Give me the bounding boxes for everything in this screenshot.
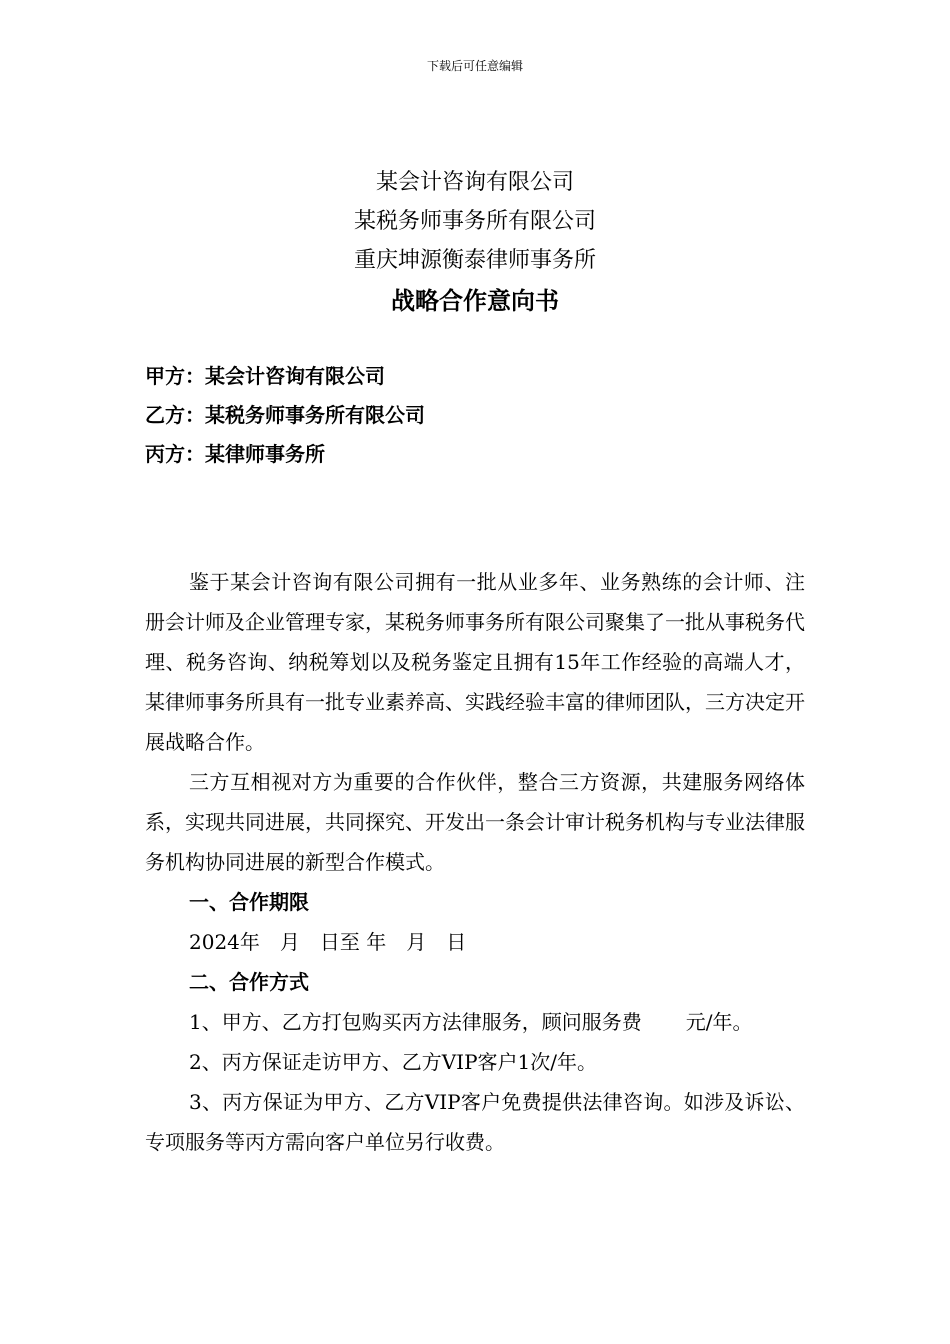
partnership-paragraph: 三方互相视对方为重要的合作伙伴，整合三方资源，共建服务网络体系，实现共同进展，共同探究、开发出一条会计审计税务机构与专业法律服务机构协同进展的新型合作模式。 [145, 770, 805, 874]
header-note: 下载后可任意编辑 [426, 59, 523, 73]
method-item-1 [145, 1002, 805, 1042]
section-method-heading: 二、合作方式 [189, 970, 309, 994]
company-line-accounting: 某会计咨询有限公司 [375, 170, 574, 195]
method-item-1-unit: 元/年。 [685, 1010, 753, 1034]
company-line-tax: 某税务师事务所有限公司 [353, 209, 596, 234]
method-item-3: 3、丙方保证为甲方、乙方VIP客户免费提供法律咨询。如涉及诉讼、专项服务等丙方需向客户单位另行收费。 [145, 1090, 805, 1154]
method-item-2: 2、丙方保证走访甲方、乙方VIP客户1次/年。 [189, 1050, 597, 1074]
method-item-1-text: 1、甲方、乙方打包购买丙方法律服务，顾问服务费 [189, 1010, 642, 1034]
party-c: 丙方：某律师事务所 [145, 442, 325, 466]
party-b: 乙方：某税务师事务所有限公司 [145, 403, 425, 427]
section-term-heading: 一、合作期限 [189, 890, 309, 914]
company-line-law: 重庆坤源衡泰律师事务所 [353, 248, 596, 273]
title-block [0, 163, 950, 322]
party-a: 甲方：某会计咨询有限公司 [145, 364, 385, 388]
parties-list [145, 357, 425, 474]
term-dates: 2024年 月 日至 年 月 日 [189, 930, 467, 954]
agreement-body [145, 562, 805, 1162]
document-title: 战略合作意向书 [391, 287, 559, 315]
intro-paragraph: 鉴于某会计咨询有限公司拥有一批从业多年、业务熟练的会计师、注册会计师及企业管理专家，某税务师事务所有限公司聚集了一批从事税务代理、税务咨询、纳税筹划以及税务鉴定且拥有15年工作经验的高端人才，某律师事务所具有一批专业素养高、实践经验丰富的律师团队，三方决定开展战略合作。 [145, 570, 805, 754]
